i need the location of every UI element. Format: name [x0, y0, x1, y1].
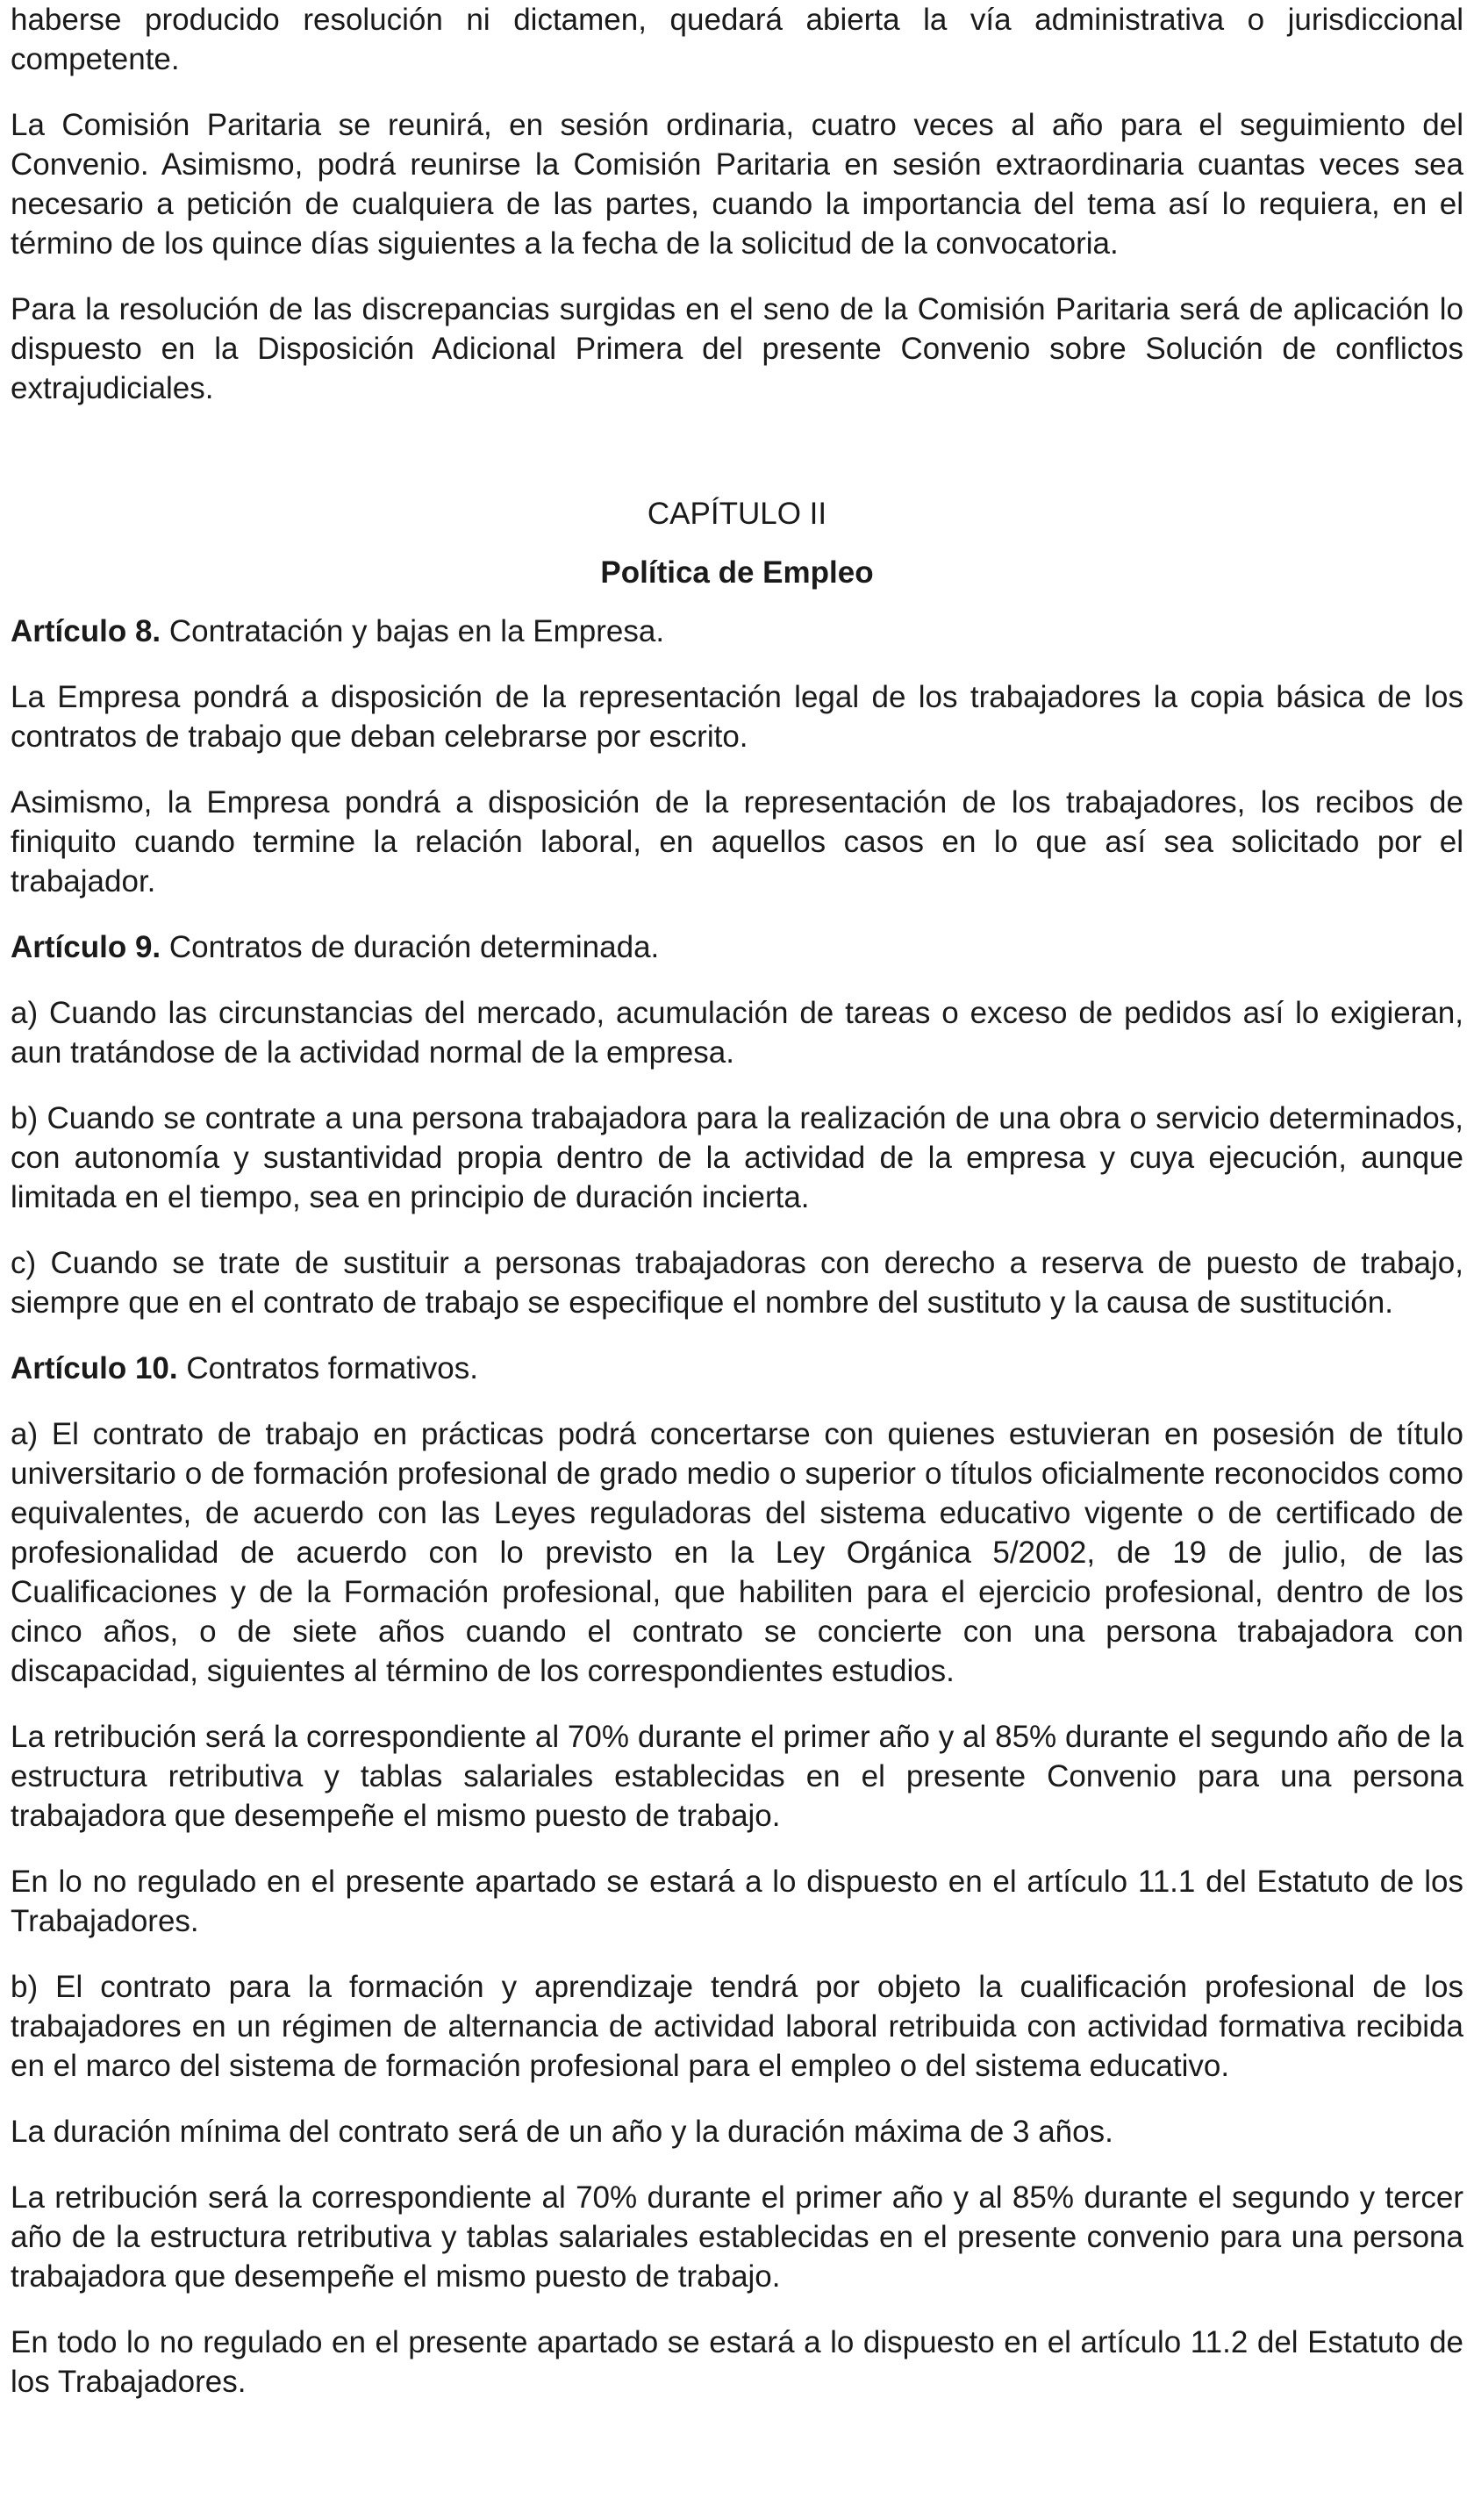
article-9-paragraph-a: a) Cuando las circunstancias del mercado, acumulación de tareas o exceso de pedidos así lo exigieran, aun tratándose de la actividad normal de la empresa. [11, 996, 1463, 1070]
paragraph-intro-2: La Comisión Paritaria se reunirá, en sesión ordinaria, cuatro veces al año para el seguimiento del Convenio. Asimismo, podrá reunirse la Comisión Paritaria en sesión extraordinaria cuantas veces sea necesario a petición de cualquiera de las partes, cuando la importancia del tema así lo requiera, en el término de los quince días siguientes a la fecha de la solicitud de la convocatoria. [11, 108, 1463, 261]
paragraph-intro-3: Para la resolución de las discrepancias surgidas en el seno de la Comisión Paritaria será de aplicación lo dispuesto en la Disposición Adicional Primera del presente Convenio sobre Solución de conflictos extrajudiciales. [11, 292, 1463, 405]
article-10-heading [11, 1349, 1463, 1388]
article-10-paragraph-4: b) El contrato para la formación y aprendizaje tendrá por objeto la cualificación profesional de los trabajadores en un régimen de alternancia de actividad laboral retribuida con actividad formativa recibida en el marco del sistema de formación profesional para el empleo o del sistema educativo. [11, 1970, 1463, 2083]
article-10-paragraph-1: a) El contrato de trabajo en prácticas podrá concertarse con quienes estuvieran en posesión de título universitario o de formación profesional de grado medio o superior o títulos oficialmente reconocidos como equivalentes, de acuerdo con las Leyes reguladoras del sistema educativo vigente o de certificado de profesionalidad de acuerdo con lo previsto en la Ley Orgánica 5/2002, de 19 de julio, de las Cualificaciones y de la Formación profesional, que habiliten para el ejercicio profesional, dentro de los cinco años, o de siete años cuando el contrato se concierte con una persona trabajadora con discapacidad, siguientes al término de los correspondientes estudios. [11, 1417, 1463, 1688]
section-spacer [11, 434, 1463, 494]
article-10-paragraph-3: En lo no regulado en el presente apartado se estará a lo dispuesto en el artículo 11.1 del Estatuto de los Trabajadores. [11, 1865, 1463, 1938]
chapter-label: CAPÍTULO II [647, 497, 827, 531]
article-10-paragraph-5: La duración mínima del contrato será de un año y la duración máxima de 3 años. [11, 2115, 1113, 2149]
article-8-heading [11, 612, 1463, 651]
article-10-paragraph-6: La retribución será la correspondiente al 70% durante el primer año y al 85% durante el segundo y tercer año de la estructura retributiva y tablas salariales establecidas en el presente convenio para una persona trabajadora que desempeñe el mismo puesto de trabajo. [11, 2180, 1463, 2294]
article-10-paragraph-2: La retribución será la correspondiente al 70% durante el primer año y al 85% durante el segundo año de la estructura retributiva y tablas salariales establecidas en el presente Convenio para una persona trabajadora que desempeñe el mismo puesto de trabajo. [11, 1720, 1463, 1833]
paragraph-intro-1: haberse producido resolución ni dictamen, quedará abierta la vía administrativa o jurisdiccional competente. [11, 3, 1463, 76]
article-9-label: Artículo 9. [11, 930, 161, 964]
article-8-label: Artículo 8. [11, 614, 161, 648]
article-10-label: Artículo 10. [11, 1351, 178, 1385]
article-8-title: Contratación y bajas en la Empresa. [161, 614, 665, 648]
article-8-paragraph-1: La Empresa pondrá a disposición de la representación legal de los trabajadores la copia básica de los contratos de trabajo que deban celebrarse por escrito. [11, 680, 1463, 754]
article-9-heading [11, 927, 1463, 967]
article-10-paragraph-7: En todo lo no regulado en el presente apartado se estará a lo dispuesto en el artículo 11.2 del Estatuto de los Trabajadores. [11, 2325, 1463, 2399]
article-8-paragraph-2: Asimismo, la Empresa pondrá a disposición de la representación de los trabajadores, los recibos de finiquito cuando termine la relación laboral, en aquellos casos en lo que así sea solicitado por el trabajador. [11, 785, 1463, 898]
article-10-title: Contratos formativos. [177, 1351, 478, 1385]
article-9-paragraph-c: c) Cuando se trate de sustituir a personas trabajadoras con derecho a reserva de puesto de trabajo, siempre que en el contrato de trabajo se especifique el nombre del sustituto y la causa de sustitución. [11, 1246, 1463, 1320]
document-page [11, 0, 1463, 2428]
article-9-paragraph-b: b) Cuando se contrate a una persona trabajadora para la realización de una obra o servicio determinados, con autonomía y sustantividad propia dentro de la actividad de la empresa y cuya ejecución, aunque limitada en el tiempo, sea en principio de duración incierta. [11, 1101, 1463, 1214]
article-9-title: Contratos de duración determinada. [161, 930, 660, 964]
chapter-title: Política de Empleo [600, 555, 874, 590]
